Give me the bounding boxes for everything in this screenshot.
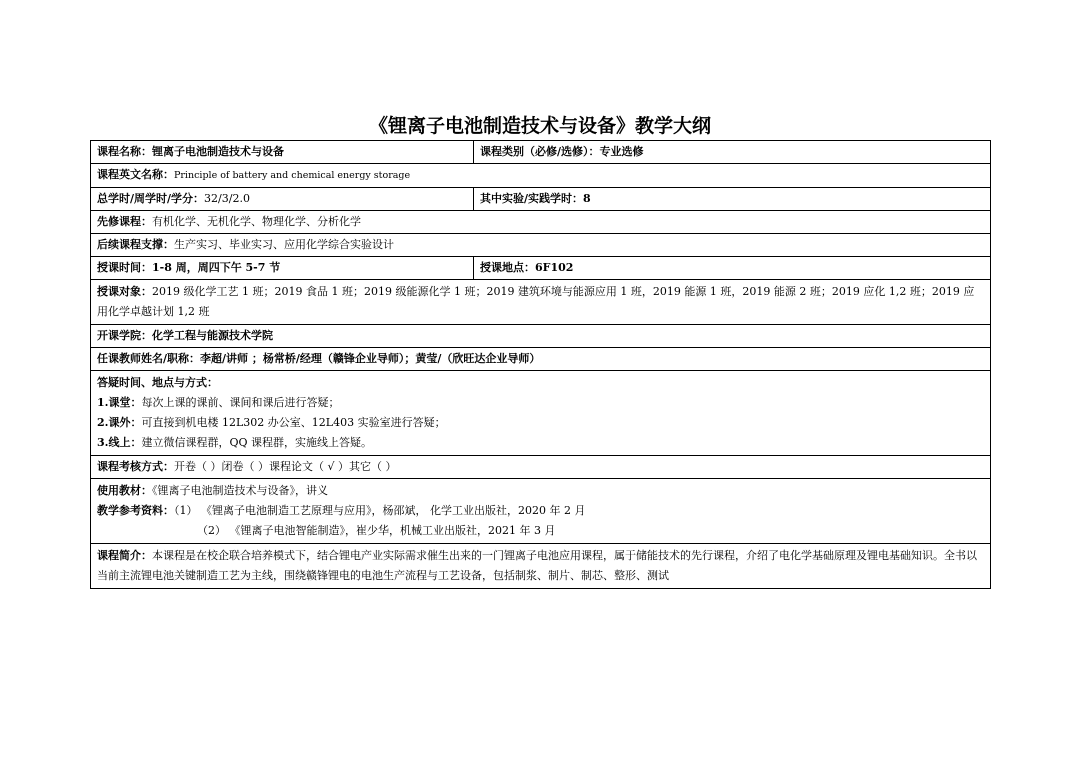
row-audience (91, 280, 991, 325)
teaching-time-value: 1-8 周，周四下午 5-7 节 (152, 261, 281, 274)
location-value: 6F102 (535, 261, 574, 274)
row-materials (91, 479, 991, 544)
materials-cell (91, 479, 991, 544)
row-hours (91, 188, 991, 211)
row-assessment (91, 456, 991, 479)
page-title: 《锂离子电池制造技术与设备》教学大纲 (368, 115, 711, 137)
row-english-name (91, 164, 991, 188)
qa-item-label: 3.线上： (97, 436, 142, 449)
prerequisites-value: 有机化学、无机化学、物理化学、分析化学 (152, 215, 361, 228)
reference-item: （1） 《锂离子电池制造工艺原理与应用》，杨邵斌， 化学工业出版社，2020 年 2 月 (174, 504, 586, 517)
assessment-cell (91, 456, 991, 479)
college-label: 开课学院： (97, 329, 152, 342)
teachers-cell (91, 348, 991, 371)
follow-up-label: 后续课程支撑： (97, 238, 174, 251)
audience-label: 授课对象： (97, 285, 152, 298)
textbook-line (97, 481, 984, 501)
audience-cell (91, 280, 991, 325)
row-course-name (91, 141, 991, 164)
textbook-label: 使用教材： (97, 484, 152, 497)
references-label: 教学参考资料： (97, 504, 174, 517)
teaching-time-label: 授课时间： (97, 261, 152, 274)
qa-cell (91, 371, 991, 456)
prerequisites-cell (91, 211, 991, 234)
college-cell (91, 325, 991, 348)
qa-item (97, 433, 984, 453)
english-name-label: 课程英文名称： (97, 168, 174, 181)
english-name-value: Principle of battery and chemical energy storage (174, 170, 411, 181)
row-college (91, 325, 991, 348)
qa-item-label: 2.课外： (97, 416, 142, 429)
qa-item (97, 413, 984, 433)
audience-value: 2019 级化学工艺 1 班；2019 食品 1 班；2019 级能源化学 1 班；2019 建筑环境与能源应用 1 班，2019 能源 1 班，2019 能源 2 班；2019 应化 1,2 班；2019 应用化学卓越计划 1,2 班 (97, 285, 975, 318)
qa-item-value: 每次上课的课前、课间和课后进行答疑； (141, 396, 340, 409)
assessment-value: 开卷（ ）闭卷（ ）课程论文（ √ ）其它（ ） (174, 460, 397, 473)
qa-item (97, 393, 984, 413)
course-type-cell (474, 141, 991, 164)
intro-label: 课程简介： (97, 549, 152, 562)
teachers-value: 李超/讲师 ；杨常桥/经理（赣锋企业导师）；黄莹/（欣旺达企业导师） (200, 352, 541, 365)
course-type-label: 课程类别（必修/选修）： (480, 145, 600, 158)
college-value: 化学工程与能源技术学院 (152, 329, 273, 342)
row-follow-up (91, 234, 991, 257)
course-name-cell (91, 141, 474, 164)
hours-cell (91, 188, 474, 211)
lab-hours-cell (474, 188, 991, 211)
row-teachers (91, 348, 991, 371)
qa-item-value: 建立微信课程群，QQ 课程群，实施线上答疑。 (141, 436, 373, 449)
reference-line (97, 501, 984, 521)
row-teaching-time (91, 257, 991, 280)
course-name-value: 锂离子电池制造技术与设备 (152, 145, 284, 158)
course-type-value: 专业选修 (599, 145, 644, 158)
lab-hours-label: 其中实验/实践学时： (480, 192, 584, 205)
assessment-label: 课程考核方式： (97, 460, 174, 473)
textbook-value: 《锂离子电池制造技术与设备》，讲义 (152, 484, 328, 497)
hours-label: 总学时/周学时/学分： (97, 192, 205, 205)
syllabus-table (90, 140, 991, 589)
qa-item-value: 可直接到机电楼 12L302 办公室、12L403 实验室进行答疑； (141, 416, 446, 429)
teaching-time-cell (91, 257, 474, 280)
follow-up-cell (91, 234, 991, 257)
prerequisites-label: 先修课程： (97, 215, 152, 228)
reference-item: （2） 《锂离子电池智能制造》，崔少华，机械工业出版社，2021 年 3 月 (197, 524, 556, 537)
intro-cell (91, 544, 991, 589)
row-qa (91, 371, 991, 456)
reference-line (97, 521, 984, 541)
qa-heading: 答疑时间、地点与方式： (97, 376, 218, 389)
follow-up-value: 生产实习、毕业实习、应用化学综合实验设计 (174, 238, 394, 251)
teachers-label: 任课教师姓名/职称： (97, 352, 201, 365)
hours-value: 32/3/2.0 (204, 192, 250, 205)
english-name-cell (91, 164, 991, 188)
qa-item-label: 1.课堂： (97, 396, 142, 409)
row-prerequisites (91, 211, 991, 234)
lab-hours-value: 8 (583, 192, 591, 205)
location-label: 授课地点： (480, 261, 535, 274)
row-intro (91, 544, 991, 589)
location-cell (474, 257, 991, 280)
course-name-label: 课程名称： (97, 145, 152, 158)
intro-value: 本课程是在校企联合培养模式下，结合锂电产业实际需求催生出来的一门锂离子电池应用课程，属于储能技术的先行课程，介绍了电化学基础原理及锂电基础知识。全书以当前主流锂电池关键制造工艺为主线，围绕赣锋锂电的电池生产流程与工艺设备，包括制浆、制片、制芯、整形、测试 (97, 549, 977, 582)
